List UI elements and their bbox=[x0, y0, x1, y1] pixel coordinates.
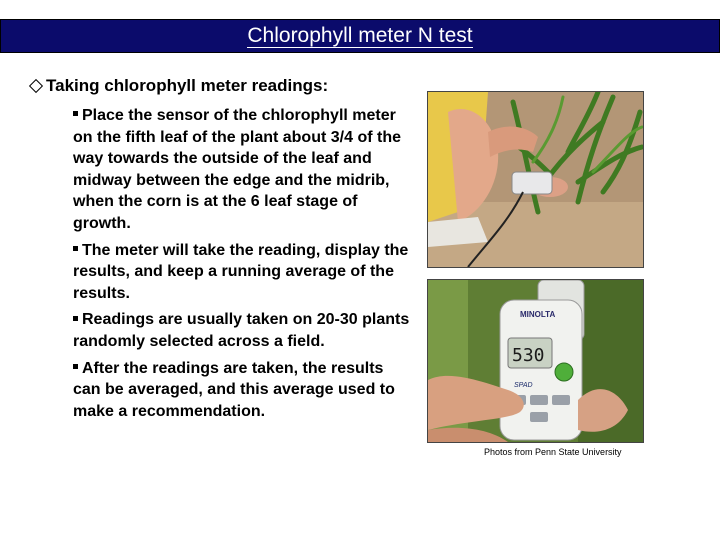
heading-text: Taking chlorophyll meter readings: bbox=[46, 76, 329, 95]
square-bullet-icon bbox=[73, 246, 78, 251]
bullet-list bbox=[73, 105, 413, 427]
bullet-text: The meter will take the reading, display the results, and keep a running average of the results. bbox=[73, 241, 409, 302]
meter-photo-illustration bbox=[428, 280, 643, 442]
meter-photo bbox=[427, 279, 644, 443]
square-bullet-icon bbox=[73, 111, 78, 116]
title-bar bbox=[0, 19, 720, 53]
photo-caption: Photos from Penn State University bbox=[484, 447, 622, 457]
bullet-item bbox=[73, 309, 413, 352]
bullet-item bbox=[73, 105, 413, 235]
field-photo-illustration bbox=[428, 92, 643, 267]
meter-model: SPAD bbox=[514, 382, 533, 389]
bullet-text: After the readings are taken, the results can be averaged, and this average used to make a recommendation. bbox=[73, 359, 395, 420]
bullet-item bbox=[73, 240, 413, 305]
bullet-text: Place the sensor of the chlorophyll meter on the fifth leaf of the plant about 3/4 of the way towards the outside of the leaf and midway between the edge and the midrib, when the corn is at the 6 leaf stage of growth. bbox=[73, 107, 401, 232]
bullet-text: Readings are usually taken on 20-30 plants randomly selected across a field. bbox=[73, 311, 410, 350]
square-bullet-icon bbox=[73, 316, 78, 321]
meter-display: 530 bbox=[512, 345, 545, 366]
square-bullet-icon bbox=[73, 364, 78, 369]
bullet-item bbox=[73, 358, 413, 423]
heading-item bbox=[30, 76, 328, 96]
slide-title: Chlorophyll meter N test bbox=[247, 23, 473, 47]
field-photo bbox=[427, 91, 644, 268]
meter-brand: MINOLTA bbox=[520, 310, 556, 319]
diamond-bullet-icon bbox=[30, 80, 42, 92]
